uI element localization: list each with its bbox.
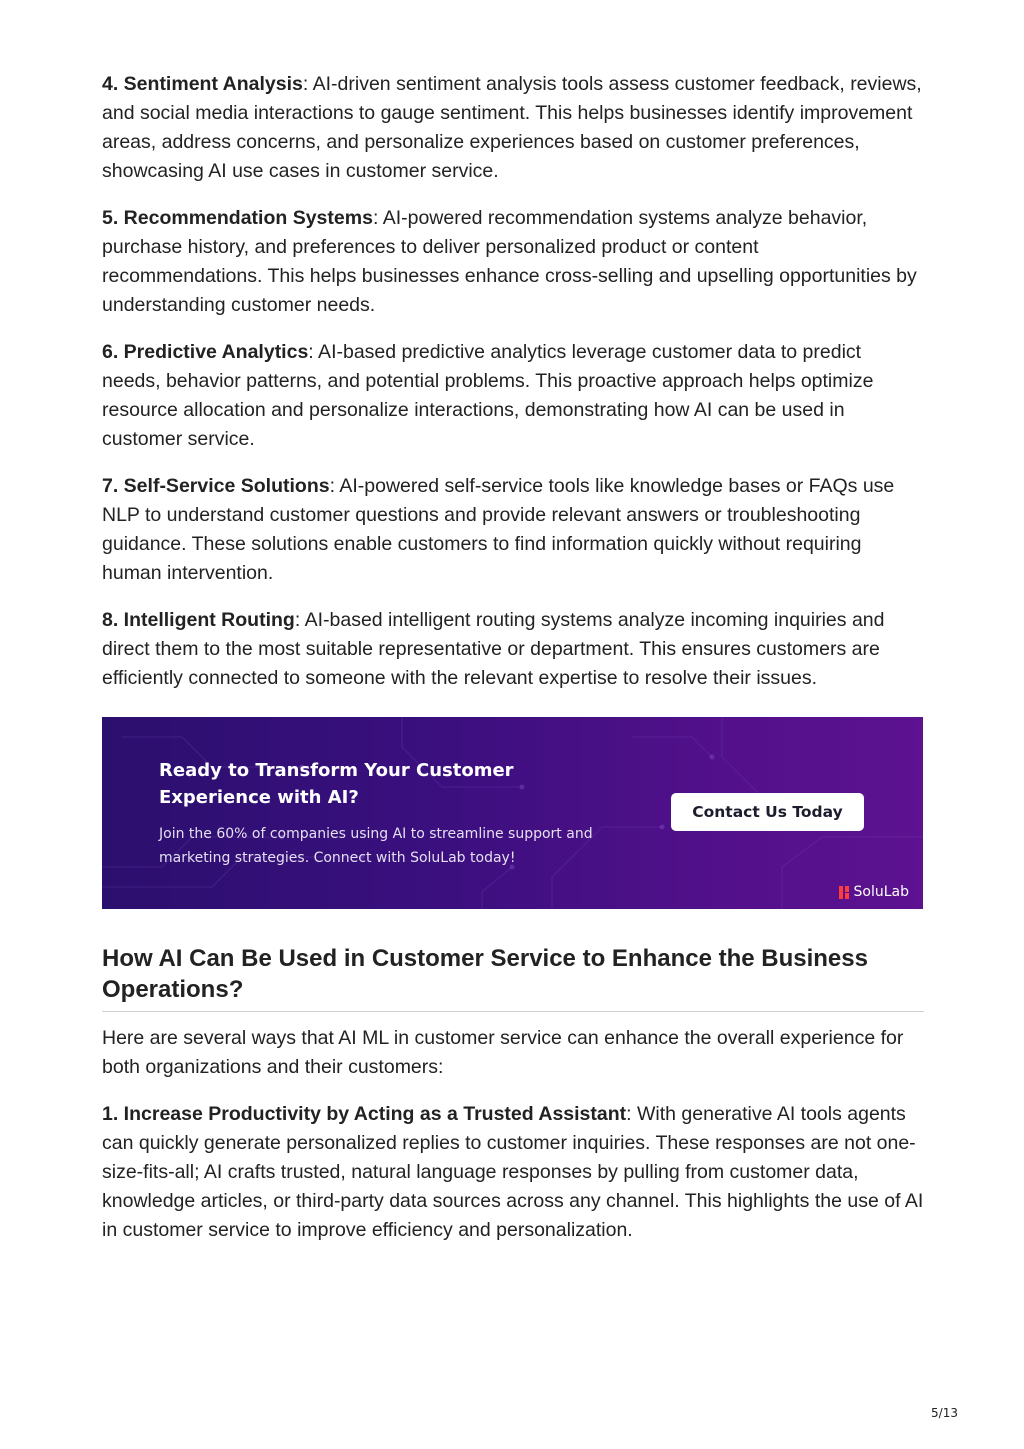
- solulab-logo-icon: [839, 886, 850, 899]
- paragraph-text: : AI-based predictive analytics leverage customer data to predict needs, behavior patterns, and potential problems. This proactive approach helps optimize resource allocation and personalize interactions, demonstrating how AI can be used in customer service.: [102, 341, 874, 450]
- paragraph-term: 6. Predictive Analytics: [102, 341, 309, 363]
- paragraph-text: : With generative AI tools agents can quickly generate personalized replies to customer inquiries. These responses are not one-size-fits-all; AI crafts trusted, natural language responses by pulling from customer data, knowledge articles, or third-party data sources across any channel. This highlights the use of AI in customer service to improve efficiency and personalization.: [102, 1103, 924, 1241]
- paragraph-text: : AI-powered recommendation systems analyze behavior, purchase history, and preferences to deliver personalized product or content recommendations. This helps businesses enhance cross-selling and upselling opportunities by understanding customer needs.: [102, 207, 917, 316]
- section-heading: How AI Can Be Used in Customer Service to Enhance the Business Operations?: [102, 943, 924, 1012]
- paragraph-term: 8. Intelligent Routing: [102, 609, 295, 631]
- banner-title: Ready to Transform Your Customer Experience with AI?: [159, 760, 514, 808]
- paragraph-recommendation-systems: [102, 204, 924, 320]
- contact-us-button[interactable]: Contact Us Today: [671, 793, 864, 831]
- paragraph-term: 5. Recommendation Systems: [102, 207, 373, 229]
- paragraph-text: : AI-driven sentiment analysis tools assess customer feedback, reviews, and social media interactions to gauge sentiment. This helps businesses identify improvement areas, address concerns, and personalize experiences based on customer preferences, showcasing AI use cases in customer service.: [102, 73, 922, 182]
- paragraph-self-service-solutions: [102, 472, 924, 588]
- paragraph-sentiment-analysis: [102, 70, 924, 186]
- banner-subtitle: Join the 60% of companies using AI to streamline support and marketing strategies. Connect with SoluLab today!: [159, 826, 593, 866]
- section-intro: Here are several ways that AI ML in customer service can enhance the overall experience for both organizations and their customers:: [102, 1027, 904, 1078]
- paragraph-predictive-analytics: [102, 338, 924, 454]
- page-number: 5/13: [931, 1406, 958, 1420]
- paragraph-text: : AI-powered self-service tools like knowledge bases or FAQs use NLP to understand customer questions and provide relevant answers or troubleshooting guidance. These solutions enable customers to find information quickly without requiring human intervention.: [102, 475, 895, 584]
- cta-banner[interactable]: [102, 717, 923, 909]
- article-body: [102, 70, 924, 1263]
- paragraph-term: 4. Sentiment Analysis: [102, 73, 303, 95]
- paragraph-term: 7. Self-Service Solutions: [102, 475, 330, 497]
- paragraph-term: 1. Increase Productivity by Acting as a Trusted Assistant: [102, 1103, 627, 1125]
- solulab-logo: [839, 884, 909, 900]
- logo-text: SoluLab: [853, 884, 909, 900]
- paragraph-intelligent-routing: [102, 606, 924, 693]
- paragraph-increase-productivity: [102, 1100, 924, 1245]
- paragraph-text: : AI-based intelligent routing systems analyze incoming inquiries and direct them to the most suitable representative or department. This ensures customers are efficiently connected to someone with the relevant expertise to resolve their issues.: [102, 609, 885, 689]
